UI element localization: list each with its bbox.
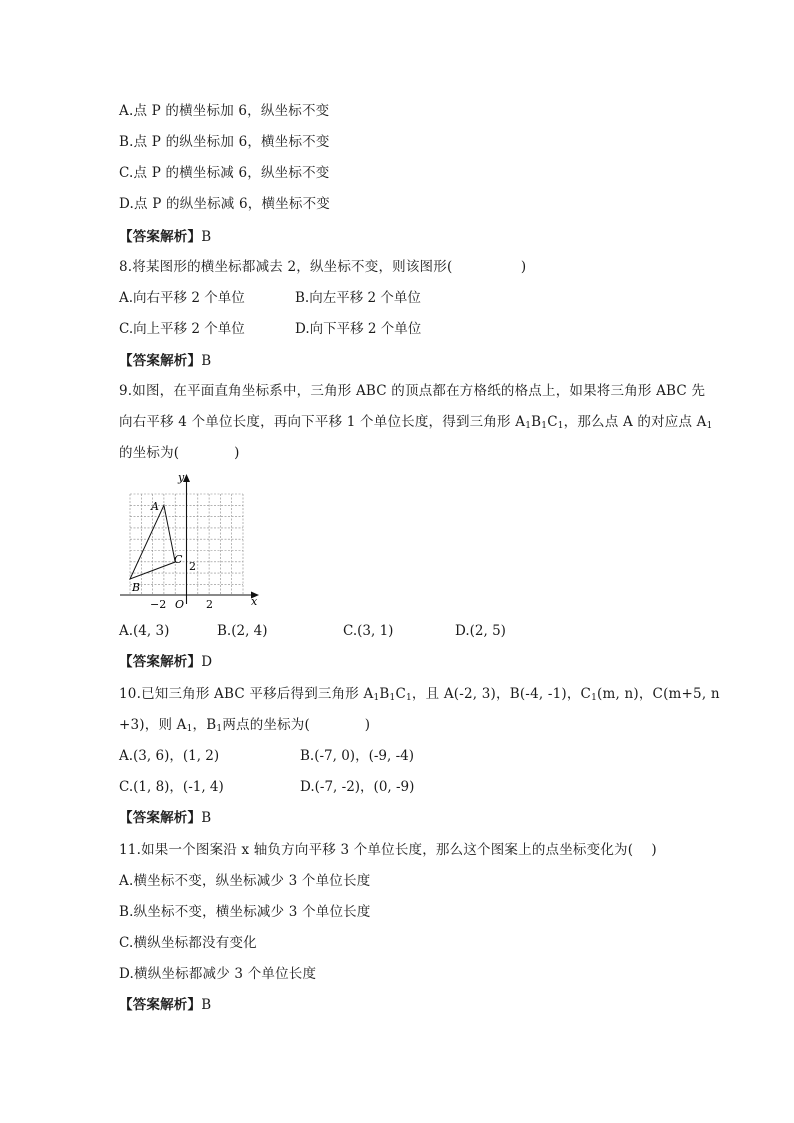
q9-option-b: B.(2, 4) (217, 623, 268, 639)
q10-stem-text-d: ，且 A(-2, 3)，B(-4, -1)，C (411, 686, 592, 702)
q9-sub: 1 (525, 421, 532, 431)
q10-stem-line1 (119, 684, 720, 704)
label-c: C (174, 553, 183, 566)
label-y-axis: y (178, 471, 185, 484)
q9-answer-label: 【答案解析】 (119, 654, 202, 670)
q8-option-d: D.向下平移 2 个单位 (295, 321, 422, 337)
q9-stem-text-c: C (547, 414, 558, 430)
q10-sub: 1 (405, 693, 412, 703)
q10-option-a: A.(3, 6)，(1, 2) (119, 748, 220, 764)
q9-coordinate-figure (118, 470, 268, 616)
q9-answer-value: D (201, 654, 213, 670)
q9-sub: 1 (706, 421, 713, 431)
label-b: B (132, 581, 141, 594)
label-a: A (151, 500, 159, 513)
q10-stem-text-f: +3)，则 A (119, 717, 187, 733)
q10-sub: 1 (186, 724, 193, 734)
q10-stem-text-a: 10.已知三角形 ABC 平移后得到三角形 A (119, 686, 374, 702)
q11-option-a: A.横坐标不变，纵坐标减少 3 个单位长度 (119, 873, 371, 889)
q10-answer-value: B (201, 810, 212, 826)
q10-sub: 1 (216, 724, 223, 734)
q8-answer (119, 351, 211, 371)
q8-option-a: A.向右平移 2 个单位 (119, 290, 245, 306)
tick-label-neg2: −2 (150, 598, 167, 611)
q11-answer (119, 995, 211, 1015)
q9-option-a: A.(4, 3) (119, 623, 170, 639)
q10-stem-text-c: C (395, 686, 406, 702)
q10-stem-text-b: B (379, 686, 390, 702)
q7-answer-label: 【答案解析】 (119, 229, 202, 245)
q7-answer-value: B (201, 229, 212, 245)
q11-answer-label: 【答案解析】 (119, 997, 202, 1013)
q10-sub: 1 (389, 693, 396, 703)
q9-stem-text-d: ，那么点 A 的对应点 A (563, 414, 707, 430)
label-origin: O (175, 598, 185, 611)
q9-option-c: C.(3, 1) (343, 623, 394, 639)
q8-answer-label: 【答案解析】 (119, 353, 202, 369)
q10-stem-text-e: (m, n)，C(m+5, n (597, 686, 720, 702)
q10-stem-text-h: 两点的坐标为( ) (222, 717, 371, 733)
q11-option-c: C.横纵坐标都没有变化 (119, 935, 257, 951)
q7-option-d: D.点 P 的纵坐标减 6，横坐标不变 (119, 196, 330, 212)
q9-stem-line3: 的坐标为( ) (119, 445, 240, 461)
q10-option-c: C.(1, 8)，(-1, 4) (119, 779, 224, 795)
q9-stem-text-a: 向右平移 4 个单位长度，再向下平移 1 个单位长度，得到三角形 A (119, 414, 526, 430)
q8-stem: 8.将某图形的横坐标都减去 2，纵坐标不变，则该图形( ) (119, 259, 527, 275)
q7-option-a: A.点 P 的横坐标加 6，纵坐标不变 (119, 103, 330, 119)
q7-option-b: B.点 P 的纵坐标加 6，横坐标不变 (119, 134, 330, 150)
q9-sub: 1 (557, 421, 564, 431)
q10-answer-label: 【答案解析】 (119, 810, 202, 826)
q10-option-b: B.(-7, 0)，(-9, -4) (300, 748, 414, 764)
q9-stem-line2 (119, 412, 713, 432)
q10-sub: 1 (373, 693, 380, 703)
q8-option-c: C.向上平移 2 个单位 (119, 321, 245, 337)
q10-stem-line2 (119, 715, 370, 735)
tick-label-y2: 2 (189, 560, 196, 573)
q8-answer-value: B (201, 353, 212, 369)
tick-label-x2: 2 (206, 598, 213, 611)
q11-stem: 11.如果一个图案沿 x 轴负方向平移 3 个单位长度，那么这个图案上的点坐标变化为( ) (119, 842, 657, 858)
q7-option-c: C.点 P 的横坐标减 6，纵坐标不变 (119, 165, 330, 181)
q7-answer (119, 227, 211, 247)
q10-stem-text-g: ，B (192, 717, 217, 733)
q9-answer (119, 652, 212, 672)
q9-option-d: D.(2, 5) (455, 623, 506, 639)
label-x-axis: x (251, 595, 258, 608)
q10-sub: 1 (591, 693, 598, 703)
q11-option-d: D.横纵坐标都减少 3 个单位长度 (119, 966, 317, 982)
q10-option-d: D.(-7, -2)，(0, -9) (300, 779, 415, 795)
q10-answer (119, 808, 211, 828)
q9-stem-text-b: B (531, 414, 542, 430)
q9-sub: 1 (541, 421, 548, 431)
q11-option-b: B.纵坐标不变，横坐标减少 3 个单位长度 (119, 904, 371, 920)
q8-option-b: B.向左平移 2 个单位 (295, 290, 421, 306)
q9-stem-line1: 9.如图，在平面直角坐标系中，三角形 ABC 的顶点都在方格纸的格点上，如果将三角形 ABC 先 (119, 383, 706, 399)
q11-answer-value: B (201, 997, 212, 1013)
